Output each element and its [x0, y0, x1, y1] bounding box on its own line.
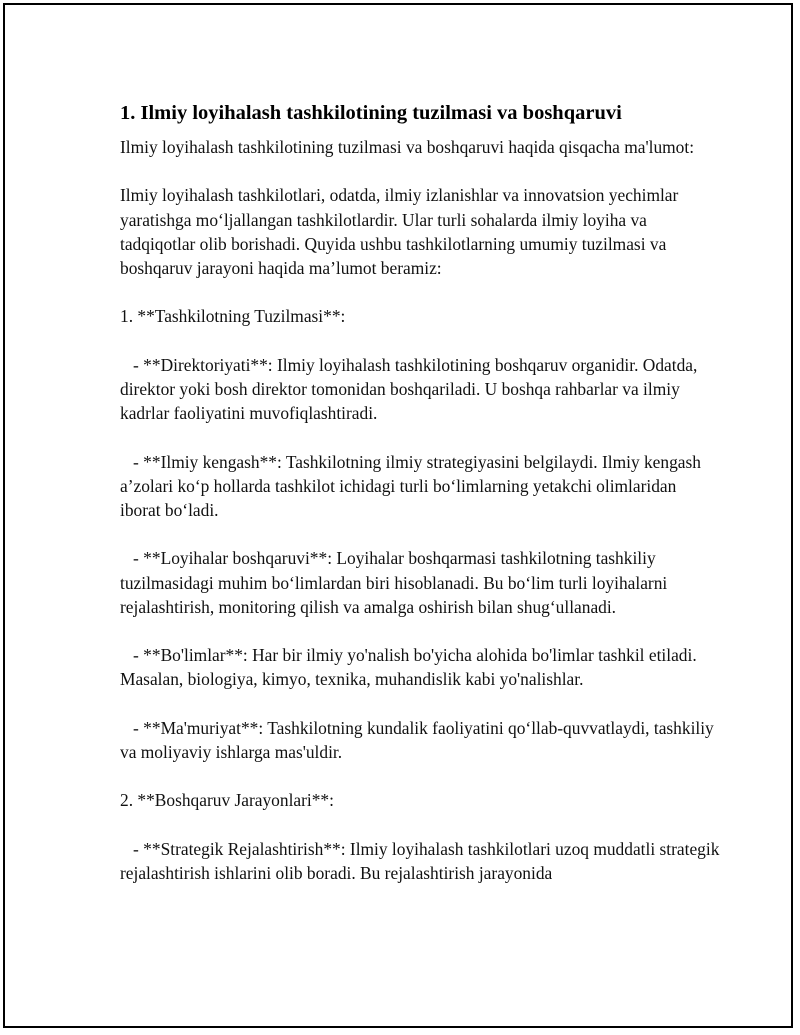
page-frame — [3, 3, 793, 1028]
paragraph-intro: Ilmiy loyihalash tashkilotining tuzilmasi va boshqaruvi haqida qisqacha ma'lumot: — [120, 137, 695, 157]
paragraph-project-management: - **Loyihalar boshqaruvi**: Loyihalar boshqarmasi tashkilotning tashkiliy tuzilmasidagi muhim bo‘limlardan biri hisoblanadi. Bu bo‘lim turli loyihalarni rejalashtirish, monitoring qilish va amalga oshirish bilan shug‘ullanadi. — [120, 548, 668, 617]
paragraph-scientific-council: - **Ilmiy kengash**: Tashkilotning ilmiy strategiyasini belgilaydi. Ilmiy kengash a’zolari ko‘p hollarda tashkilot ichidagi turli bo‘limlarning yetakchi olimlaridan iborat bo‘ladi. — [120, 451, 701, 520]
paragraph-departments: - **Bo'limlar**: Har bir ilmiy yo'nalish bo'yicha alohida bo'limlar tashkil etiladi. Masalan, biologiya, kimyo, texnika, muhandislik kabi yo'nalishlar. — [120, 645, 697, 690]
paragraph-management-heading: 2. **Boshqaruv Jarayonlari**: — [120, 790, 334, 811]
section-heading: 1. Ilmiy loyihalash tashkilotining tuzilmasi va boshqaruvi — [120, 102, 622, 124]
paragraph-directorate: - **Direktoriyati**: Ilmiy loyihalash tashkilotining boshqaruv organidir. Odatda, direktor yoki bosh direktor tomonidan boshqariladi. U boshqa rahbarlar va ilmiy kadrlar faoliyatini muvofiqlashtiradi. — [120, 354, 698, 424]
document-body — [120, 101, 720, 909]
paragraph-administration: - **Ma'muriyat**: Tashkilotning kundalik faoliyatini qo‘llab-quvvatlaydi, tashkiliy va moliyaviy ishlarga mas'uldir. — [120, 717, 714, 762]
paragraph-strategic-planning: - **Strategik Rejalashtirish**: Ilmiy loyihalash tashkilotlari uzoq muddatli strategik rejalashtirish ishlarini olib boradi. Bu rejalashtirish jarayonida — [120, 838, 720, 883]
paragraph-structure-heading: 1. **Tashkilotning Tuzilmasi**: — [120, 306, 346, 327]
paragraph-overview: Ilmiy loyihalash tashkilotlari, odatda, ilmiy izlanishlar va innovatsion yechimlar yaratishga mo‘ljallangan tashkilotlardir. Ular turli sohalarda ilmiy loyiha va tadqiqotlar olib borishadi. Quyida ushbu tashkilotlarning umumiy tuzilmasi va boshqaruv jarayoni haqida ma’lumot beramiz: — [120, 185, 679, 278]
